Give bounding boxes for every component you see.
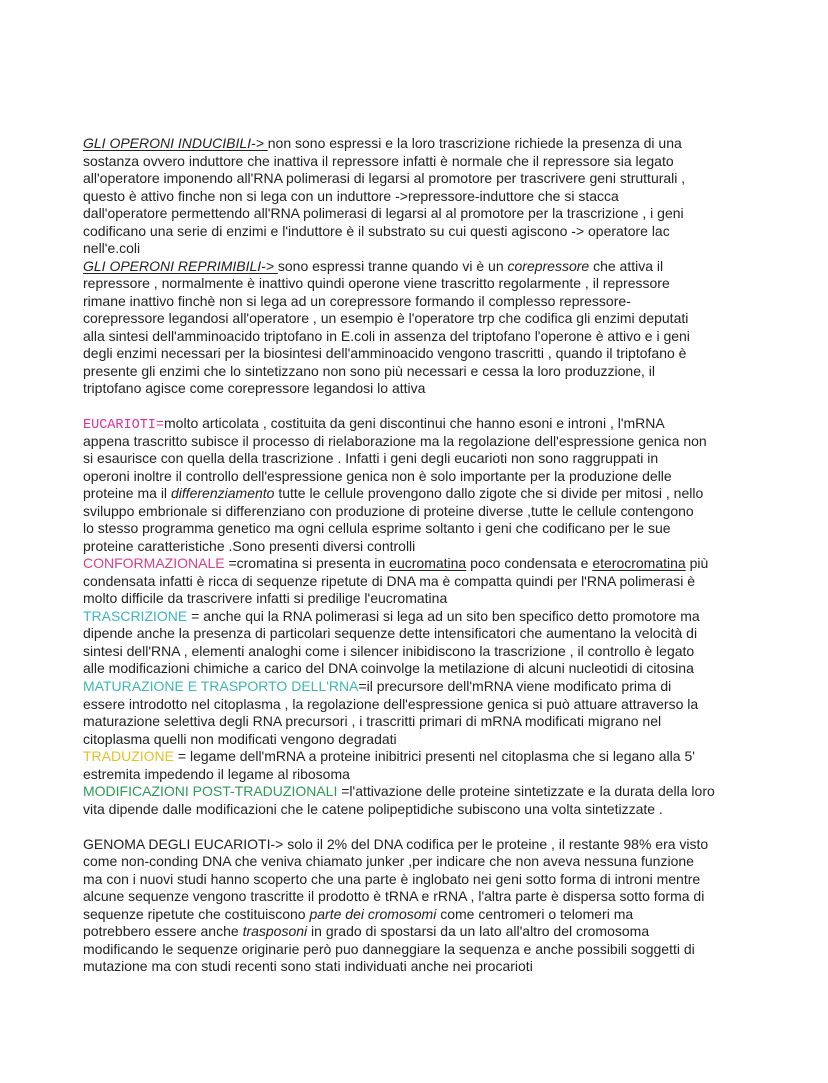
text-segment: in grado di spostarsi da un lato all'altro del cromosoma (307, 923, 650, 940)
text-segment: triptofano agisce come corepressore legandosi lo attiva (83, 380, 426, 397)
text-line (83, 538, 783, 556)
text-segment: appena trascritto subisce il processo di rielaborazione ma la regolazione dell'espressione genica non (83, 432, 707, 449)
text-line (83, 153, 783, 171)
text-segment: potrebbero essere anche (83, 923, 243, 940)
text-line (83, 328, 783, 346)
document-body (83, 135, 783, 976)
text-segment: modificando le sequenze originarie però puo danneggiare la sequenza e anche possibili soggetti di (83, 940, 695, 957)
text-segment: =l'attivazione delle proteine sintetizzate e la durata della loro (337, 783, 715, 800)
text-line (83, 801, 783, 819)
text-line (83, 188, 783, 206)
text-segment: sostanza ovvero induttore che inattiva il repressore infatti è normale che il repressore sia legato (83, 152, 674, 169)
text-line (83, 415, 783, 433)
text-line (83, 573, 783, 591)
text-segment: =cromatina si presenta in (224, 555, 390, 572)
text-segment: che attiva il (589, 257, 664, 274)
text-line (83, 258, 783, 276)
section-heading-maturazione: MATURAZIONE E TRASPORTO DELL'RNA (83, 677, 359, 694)
text-segment: degli enzimi necessari per la biosintesi dell'amminoacido vengono trascritti , quando il triptofano è (83, 345, 687, 362)
section-heading-trascrizione: TRASCRIZIONE (83, 607, 188, 624)
text-segment: = anche qui la RNA polimerasi si lega ad un sito ben specifico detto promotore ma (187, 607, 700, 624)
text-segment: lo stesso programma genetico ma ogni cellula esprime soltanto i geni che codificano per le sue (83, 520, 671, 537)
text-segment: come non-conding DNA che veniva chiamato junker ,per indicare che non aveva nessuna funzione (83, 853, 694, 870)
text-line (83, 766, 783, 784)
text-line (83, 520, 783, 538)
text-line (83, 345, 783, 363)
text-line (83, 836, 783, 854)
text-line (83, 293, 783, 311)
text-segment: citoplasma quelli non modificati vengono degradati (83, 730, 397, 747)
text-segment: trasposoni (242, 923, 308, 940)
text-line (83, 941, 783, 959)
text-line (83, 363, 783, 381)
text-segment: tutte le cellule provengono dallo zigote che si divide per mitosi , nello (274, 485, 704, 502)
text-line (83, 906, 783, 924)
section-heading: GLI OPERONI REPRIMIBILI-> (83, 257, 278, 274)
text-line (83, 713, 783, 731)
text-line (83, 135, 783, 153)
text-line (83, 748, 783, 766)
text-segment: corepressore legandosi all'operatore , un esempio è l'operatore trp che codifica gli enzimi deputati (83, 310, 689, 327)
text-line (83, 275, 783, 293)
text-line (83, 783, 783, 801)
text-segment: molto articolata , costituita da geni discontinui che hanno esoni e introni , l'mRNA (164, 415, 665, 432)
text-segment: mutazione ma con studi recenti sono stati individuati anche nei procarioti (83, 958, 533, 975)
text-line (83, 853, 783, 871)
text-line (83, 608, 783, 626)
text-line (83, 871, 783, 889)
text-line (83, 625, 783, 643)
text-line (83, 468, 783, 486)
text-segment: eterocromatina (592, 555, 686, 572)
text-line (83, 450, 783, 468)
text-line (83, 923, 783, 941)
text-segment: si esaurisce con quella della trascrizione . Infatti i geni degli eucarioti non sono raggruppati in (83, 450, 659, 467)
text-segment: proteine caratteristiche .Sono presenti diversi controlli (83, 537, 416, 554)
text-line (83, 380, 783, 398)
text-segment: alle modificazioni chimiche a carico del DNA coinvolge la metilazione di alcuni nucleotidi di citosina (83, 660, 694, 677)
text-segment: dall'operatore permettendo all'RNA polimerasi di legarsi al al promotore per la trascrizione , i geni (83, 205, 684, 222)
text-segment: sintesi dell'RNA , elementi analoghi come i silencer inibidiscono la trascrizione , il controllo è legato (83, 642, 695, 659)
text-segment: repressore , normalmente è inattivo quindi operone viene trascritto regolarmente , il repressore (83, 275, 670, 292)
text-segment: =il precursore dell'mRNA viene modificato prima di (358, 677, 672, 694)
text-line (83, 660, 783, 678)
text-line (83, 555, 783, 573)
section-heading-modificazioni: MODIFICAZIONI POST-TRADUZIONALI (83, 783, 338, 800)
section-heading: GLI OPERONI INDUCIBILI-> (83, 135, 268, 151)
section-heading-conformazionale: CONFORMAZIONALE (83, 555, 225, 572)
text-segment: non sono espressi e la loro trascrizione richiede la presenza di una (267, 135, 682, 151)
text-segment: presente gli enzimi che lo sintetizzano non sono più necessari e cessa la loro produzzione, il (83, 362, 655, 379)
text-segment: più (685, 555, 709, 572)
text-segment: eucromatina (389, 555, 467, 572)
blank-line (83, 818, 783, 836)
text-segment: operoni inoltre il controllo dell'espressione genica non è solo importante per la produzione delle (83, 467, 672, 484)
text-line (83, 223, 783, 241)
text-segment: dipende anche la presenza di particolari sequenze dette intensificatori che aumentano la velocità di (83, 625, 698, 642)
text-segment: questo è attivo finche non si lega con un induttore ->repressore-induttore che si stacca (83, 187, 619, 204)
text-line (83, 310, 783, 328)
text-segment: codificano una serie di enzimi e l'induttore è il substrato su cui questi agiscono -> operatore lac (83, 222, 670, 239)
text-line (83, 958, 783, 976)
blank-line (83, 398, 783, 416)
text-segment: come centromeri o telomeri ma (436, 905, 634, 922)
section-heading-eucarioti: EUCARIOTI= (83, 418, 165, 434)
text-line (83, 678, 783, 696)
text-line (83, 503, 783, 521)
text-line (83, 485, 783, 503)
text-line (83, 731, 783, 749)
text-segment: corepressore (507, 257, 590, 274)
text-segment: alla sintesi dell'amminoacido triptofano in E.coli in assenza del triptofano l'operone è attivo e i geni (83, 327, 690, 344)
text-line (83, 433, 783, 451)
text-line (83, 240, 783, 258)
text-segment: proteine ma il (83, 485, 171, 502)
text-line (83, 205, 783, 223)
text-segment: sono espressi tranne quando vi è un (277, 257, 508, 274)
text-segment: estremita impedendo il legame al ribosoma (83, 765, 350, 782)
section-heading-traduzione: TRADUZIONE (83, 748, 174, 765)
text-segment: nell'e.coli (83, 240, 141, 257)
text-segment: essere introdotto nel citoplasma , la regolazione dell'espressione genica si può attuare attraverso la (83, 695, 699, 712)
text-segment: maturazione selettiva degli RNA precursori , i trascritti primari di mRNA modificati migrano nel (83, 713, 662, 730)
text-segment: condensata infatti è ricca di sequenze ripetute di DNA ma è compatta quindi per l'RNA polimerasi è (83, 572, 696, 589)
text-segment: sviluppo embrionale si differenziano con produzione di proteine diverse ,tutte le cellule contengono (83, 502, 694, 519)
text-segment: rimane inattivo finchè non si lega ad un corepressore formando il complesso repressore- (83, 292, 631, 309)
text-segment: all'operatore imponendo all'RNA polimerasi di legarsi al promotore per trascrivere geni strutturali , (83, 170, 686, 187)
text-segment: ma con i nuovi studi hanno scoperto che una parte è inglobato nei geni sotto forma di introni mentre (83, 870, 701, 887)
text-segment: alcune sequenze vengono trascritte il prodotto è tRNA e rRNA , l'altra parte è dispersa sotto forma di (83, 888, 705, 905)
text-segment: GENOMA DEGLI EUCARIOTI-> solo il 2% del DNA codifica per le proteine , il restante 98% era visto (83, 835, 709, 852)
text-segment: vita dipende dalle modificazioni che le catene polipeptidiche subiscono una volta sintetizzate . (83, 800, 663, 817)
text-line (83, 643, 783, 661)
text-segment: = legame dell'mRNA a proteine inibitrici presenti nel citoplasma che si legano alla 5' (174, 748, 695, 765)
text-line (83, 170, 783, 188)
text-segment: molto difficile da trascrivere infatti si predilige l'eucromatina (83, 590, 448, 607)
text-line (83, 888, 783, 906)
text-line (83, 696, 783, 714)
text-line (83, 590, 783, 608)
text-segment: poco condensata e (466, 555, 593, 572)
text-segment: differenziamento (170, 485, 275, 502)
text-segment: parte dei cromosomi (309, 905, 437, 922)
text-segment: sequenze ripetute che costituiscono (83, 905, 310, 922)
